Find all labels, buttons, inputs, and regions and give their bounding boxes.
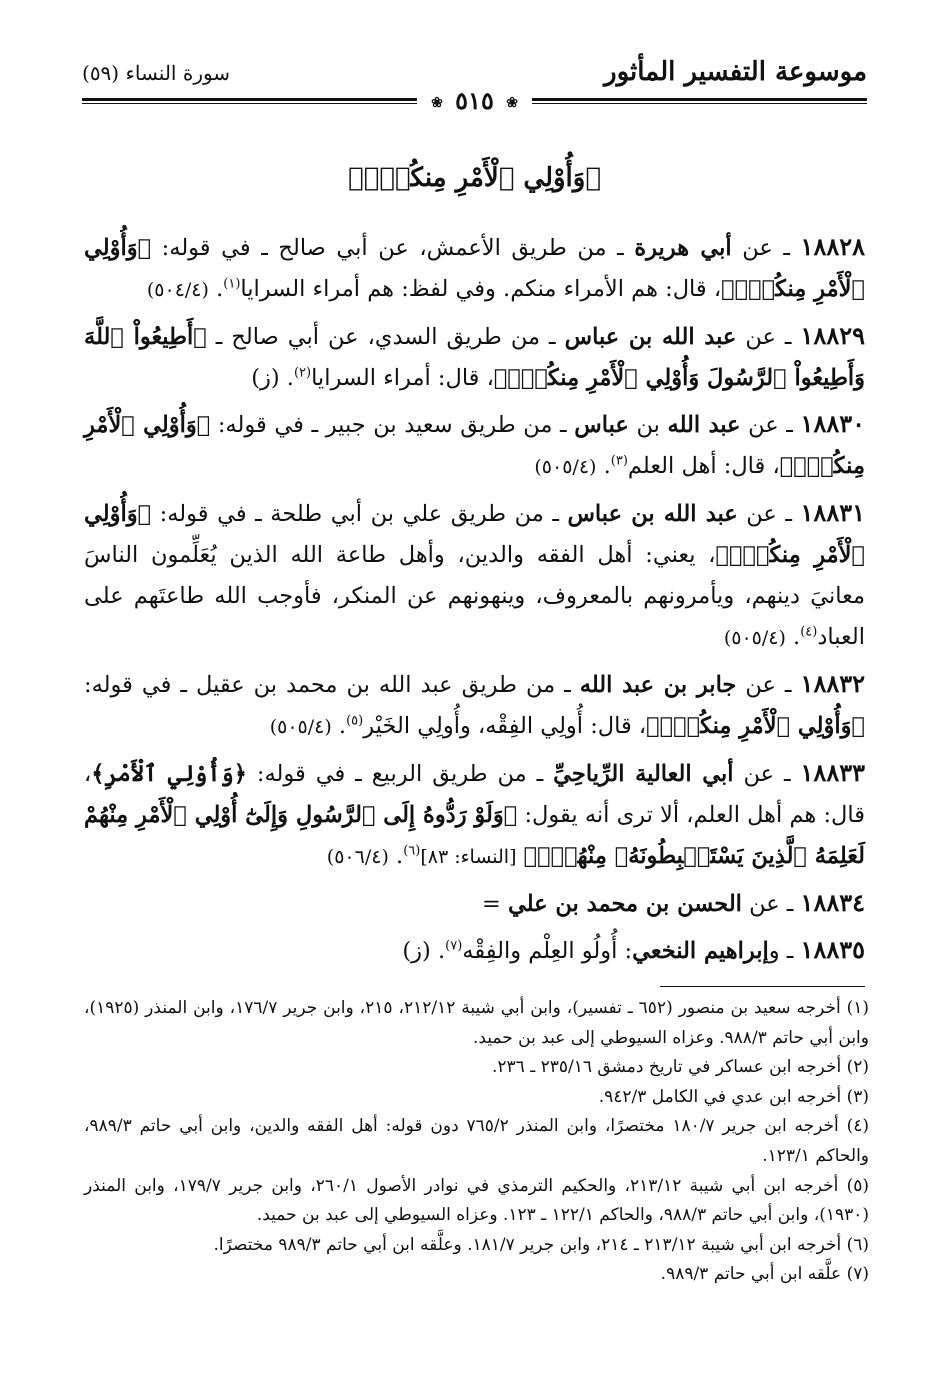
entry-text: ـ من طريق السدي، عن أبي صالح ـ (206, 324, 565, 350)
entry-text: ، قال: أمراء السرايا (311, 365, 494, 391)
source-reference: [النساء: ٨٣] (420, 846, 517, 868)
source-reference: (٥٠٥/٤) (534, 456, 597, 478)
footnote-marker: (٧) (445, 938, 463, 954)
hadith-entry (84, 492, 865, 659)
footnote: (٦) أخرجه ابن أبي شيبة ٢١٣/١٢ ـ ٢١٤، وابن جرير ١٨١/٧. وعلَّقه ابن أبي حاتم ٩٨٩/٣ مختصرًا. (213, 1234, 869, 1255)
entry-text: ـ عن (736, 324, 801, 350)
entry-text: . (208, 276, 224, 302)
entry-number: ١٨٨٢٨ (800, 232, 865, 261)
page-number-box (417, 86, 532, 118)
entry-text: = (481, 891, 508, 917)
entry-text: ـ عن (736, 672, 801, 698)
entry-text: : أُولُو العِلْم والفِقْه (462, 938, 633, 964)
entry-text: ، قال: هم الأمراء منكم. وفي لفظ: هم أمراء السرايا (240, 276, 722, 302)
source-marker: (ز) (402, 938, 431, 964)
footnote-marker: (١) (223, 276, 241, 292)
narrator-name: أبي هريرة (634, 235, 732, 261)
footnote-marker: (٦) (403, 843, 421, 859)
hadith-entry (84, 663, 865, 748)
entry-text: ـ عن (731, 235, 801, 261)
narrator-name: عبد الله بن عباس (567, 501, 738, 527)
narrator-name: الحسن بن محمد بن علي (507, 891, 742, 917)
entry-text: ـ من طريق الربيع ـ في قوله: (246, 761, 554, 787)
footnote-marker: (٤) (800, 624, 818, 640)
entry-text: ـ و (768, 938, 801, 964)
quran-quote: ﴿وَأُوْلِي ٱلْأَمْرِ مِنكُمْۖ﴾ (646, 713, 865, 739)
source-reference: (٥٠٦/٤) (326, 846, 389, 868)
footnote-marker: (٣) (610, 453, 628, 469)
quran-quote: ﴿وَأُوْلِي ٱلْأَمْرِ مِنكُمْۖ﴾ (84, 235, 865, 302)
entry-text: . (785, 624, 801, 650)
book-title: موسوعة التفسير المأثور (604, 57, 867, 87)
quran-quote: ﴿وَأُوْلِي ٱلْأَمْرِ مِنكُمْۖ﴾ (84, 412, 865, 479)
hadith-entry (84, 929, 865, 972)
entry-text: ـ من طريق علي بن أبي طلحة ـ في قوله: (151, 501, 568, 527)
entry-number: ١٨٨٣٥ (800, 935, 865, 964)
entry-text: ـ عن (740, 412, 801, 438)
entry-number: ١٨٨٣٠ (800, 409, 865, 438)
entry-text: . (430, 938, 446, 964)
quran-quote: ﴿وَلَوْ رَدُّوهُ إِلَى ٱلرَّسُولِ وَإِلَىٰٓ أُوْلِي ٱلْأَمْرِ مِنْهُمْ لَعَلِمَهُ ٱلَّذِينَ يَسْتَنۢبِطُونَهُۥ مِنْهُمْۗ﴾ (84, 802, 865, 869)
hadith-entry (84, 403, 865, 488)
entries-list (84, 226, 865, 976)
entry-text (517, 843, 524, 869)
ornament-icon: ❀ (431, 94, 443, 111)
footnote: (٥) أخرجه ابن أبي شيبة ٢١٣/١٢، والحكيم الترمذي في نوادر الأصول ٢٦٠/١، وابن جرير ١٧٩/٧، وابن المنذر (١٩٣٠)، وابن أبي حاتم ٩٨٨/٣، والحاكم ١٢٢/١ ـ ١٢٣. وعزاه السيوطي إلى عبد بن حميد. (84, 1175, 869, 1226)
hadith-entry (84, 752, 865, 878)
hadith-entry (84, 882, 865, 925)
footnote-separator (660, 986, 865, 987)
entry-text: ـ عن (733, 761, 801, 787)
footnote: (٧) علَّقه ابن أبي حاتم ٩٨٩/٣. (660, 1264, 869, 1285)
page-number-row (0, 86, 949, 118)
entry-text: ـ من طريق سعيد بن جبير ـ في قوله: (210, 412, 575, 438)
entry-text: . (596, 453, 611, 479)
entry-text: . (388, 843, 404, 869)
entry-text: ، قال: أهل العلم (627, 453, 780, 479)
quran-quote: ﴿وَأُوْلِي ٱلْأَمْرِ مِنكُمْۖ﴾ (84, 501, 865, 568)
page-number: ٥١٥ (455, 86, 494, 115)
narrator-name: عبد الله بن عباس (564, 324, 737, 350)
footnotes-list (84, 994, 869, 1290)
entry-text: ، يعني: أهل الفقه والدين، وأهل طاعة الله الذين يُعَلِّمون الناسَ معانيَ دينهم، ويأمرونهم بالمعروف، وينهونهم عن المنكر، فأوجب الله طاعتَهم على العباد (84, 542, 865, 650)
quran-quote: ﴿وَأُوْلِي ٱلْأَمْرِ﴾ (91, 761, 247, 787)
footnote: (٤) أخرجه ابن جرير ١٨٠/٧ مختصرًا، وابن المنذر ٧٦٥/٢ دون قوله: أهل الفقه والدين، وابن أبي حاتم ٩٨٩/٣، والحاكم ١٢٣/١. (84, 1116, 870, 1166)
entry-text: ، قال: هم أهل العلم، ألا ترى أنه يقول: (84, 761, 865, 828)
footnote-marker: (٥) (346, 713, 364, 729)
footnote: (٢) أخرجه ابن عساكر في تاريخ دمشق ٢٣٥/١٦ ـ ٢٣٦. (492, 1057, 869, 1078)
entry-text: ـ من طريق عبد الله بن محمد بن عقيل ـ في قوله: (84, 672, 580, 698)
narrator-name: عبد الله (667, 412, 741, 438)
entry-text: بن (628, 412, 668, 438)
narrator-name: جابر بن عبد الله (579, 672, 737, 698)
entry-number: ١٨٨٣٢ (800, 669, 865, 698)
hadith-entry (84, 315, 865, 399)
footnote: (١) أخرجه سعيد بن منصور (٦٥٢ ـ تفسير)، وابن أبي شيبة ٢١٢/١٢، ٢١٥، وابن جرير ١٧٦/٧، وابن المنذر (١٩٢٥)، وابن أبي حاتم ٩٨٨/٣. وعزاه السيوطي إلى عبد بن حميد. (84, 998, 869, 1048)
entry-text: . (279, 365, 294, 391)
source-reference: (٥٠٤/٤) (146, 279, 209, 301)
source-reference: (٥٠٥/٤) (269, 716, 332, 738)
entry-text: ـ عن (741, 891, 801, 917)
entry-number: ١٨٨٣٣ (800, 758, 865, 787)
entry-number: ١٨٨٢٩ (800, 321, 865, 350)
entry-text: ، قال: أُولِي الفِقْه، وأُولِي الخَيْر (363, 713, 647, 739)
narrator-name: إبراهيم النخعي (632, 938, 769, 964)
surah-name: سورة النساء (٥٩) (82, 61, 231, 85)
quran-quote: ﴿أَطِيعُواْ ٱللَّهَ وَأَطِيعُواْ ٱلرَّسُولَ وَأُوْلِي ٱلْأَمْرِ مِنكُمْۖ﴾ (84, 324, 865, 391)
narrator-name: أبي العالية الرِّياحِيِّ (553, 761, 734, 787)
source-marker: (ز) (251, 365, 280, 391)
section-heading: ﴿وَأُوْلِي ٱلْأَمْرِ مِنكُمْۖ﴾ (348, 163, 601, 193)
ornament-icon: ❀ (506, 94, 518, 111)
narrator-name: عباس (574, 412, 629, 438)
entry-text: ـ من طريق الأعمش، عن أبي صالح ـ في قوله: (151, 235, 635, 261)
footnote: (٣) أخرجه ابن عدي في الكامل ٩٤٢/٣. (598, 1086, 869, 1107)
entry-number: ١٨٨٣٤ (800, 888, 865, 917)
entry-text: ـ عن (737, 501, 801, 527)
entry-text: . (331, 713, 347, 739)
entry-number: ١٨٨٣١ (800, 498, 865, 527)
hadith-entry (84, 226, 865, 311)
footnote-marker: (٢) (293, 365, 312, 381)
source-reference: (٥٠٥/٤) (723, 627, 786, 649)
